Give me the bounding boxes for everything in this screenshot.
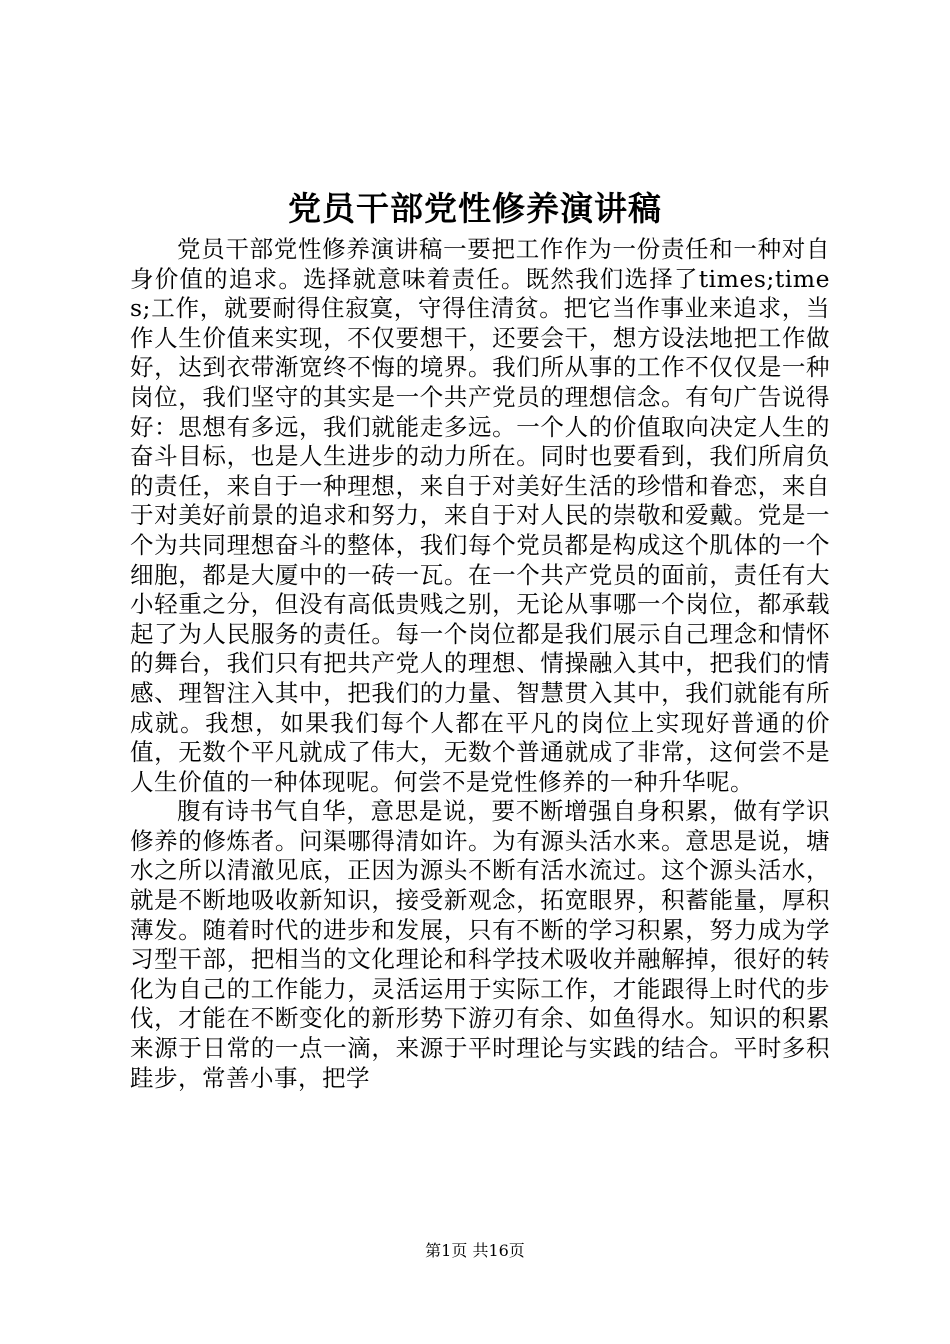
paragraph-1: 党员干部党性修养演讲稿一要把工作作为一份责任和一种对自身价值的追求。选择就意味着责任。既然我们选择了times;times;工作，就要耐得住寂寞，守得住清贫。把它当作事业来追求，当作人生价值来实现，不仅要想干，还要会干，想方设法地把工作做好，达到衣带渐宽终不悔的境界。我们所从事的工作不仅仅是一种岗位，我们坚守的其实是一个共产党员的理想信念。有句广告说得好：思想有多远，我们就能走多远。一个人的价值取向决定人生的奋斗目标，也是人生进步的动力所在。同时也要看到，我们所肩负的责任，来自于一种理想，来自于对美好生活的珍惜和眷恋，来自于对美好前景的追求和努力，来自于对人民的崇敬和爱戴。党是一个为共同理想奋斗的整体，我们每个党员都是构成这个肌体的一个细胞，都是大厦中的一砖一瓦。在一个共产党员的面前，责任有大小轻重之分，但没有高低贵贱之别，无论从事哪一个岗位，都承载起了为人民服务的责任。每一个岗位都是我们展示自己理念和情怀的舞台，我们只有把共产党人的理想、情操融入其中，把我们的情感、理智注入其中，把我们的力量、智慧贯入其中，我们就能有所成就。我想，如果我们每个人都在平凡的岗位上实现好普通的价值，无数个平凡就成了伟大，无数个普通就成了非常，这何尝不是人生价值的一种体现呢。何尝不是党性修养的一种升华呢。 bbox=[130, 235, 830, 796]
paragraph-2: 腹有诗书气自华，意思是说，要不断增强自身积累，做有学识修养的修炼者。问渠哪得清如许。为有源头活水来。意思是说，塘水之所以清澈见底，正因为源头不断有活水流过。这个源头活水，就是不断地吸收新知识，接受新观念，拓宽眼界，积蓄能量，厚积薄发。随着时代的进步和发展，只有不断的学习积累，努力成为学习型干部，把相当的文化理论和科学技术吸收并融解掉，很好的转化为自己的工作能力，灵活运用于实际工作，才能跟得上时代的步伐，才能在不断变化的新形势下游刃有余、如鱼得水。知识的积累来源于日常的一点一滴，来源于平时理论与实践的结合。平时多积跬步，常善小事，把学 bbox=[130, 797, 830, 1092]
document-title: 党员干部党性修养演讲稿 bbox=[288, 189, 662, 228]
document-body bbox=[130, 235, 830, 1093]
page-number-footer: 第1页 共16页 bbox=[425, 1241, 525, 1260]
